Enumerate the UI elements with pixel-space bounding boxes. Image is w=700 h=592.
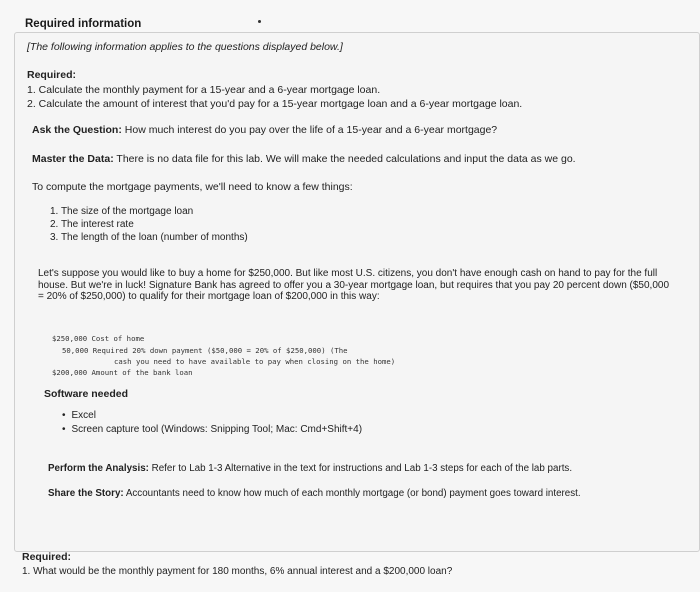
software-list xyxy=(62,409,362,437)
software-title: Software needed xyxy=(44,388,129,400)
perform-text: Refer to Lab 1-3 Alternative in the text for instructions and Lab 1-3 steps for each of the lab parts. xyxy=(148,463,573,474)
required-item: 1. Calculate the monthly payment for a 15-year and a 6-year mortgage loan. xyxy=(27,84,381,96)
section-title: Required information xyxy=(25,18,142,30)
software-item: • Screen capture tool (Windows: Snipping Tool; Mac: Cmd+Shift+4) xyxy=(62,423,362,437)
required-label-2: Required: xyxy=(22,551,72,563)
required-label: Required: xyxy=(27,69,77,81)
required-list xyxy=(27,83,522,111)
calc-line: $200,000 Amount of the bank loan xyxy=(52,368,193,377)
required-item: 2. Calculate the amount of interest that you'd pay for a 15-year mortgage loan and a 6-year mortgage loan. xyxy=(27,98,523,110)
required-question: 1. What would be the monthly payment for 180 months, 6% annual interest and a $200,000 loan? xyxy=(22,566,453,577)
compute-intro: To compute the mortgage payments, we'll need to know a few things: xyxy=(32,181,353,193)
share-story xyxy=(48,488,628,500)
thing-item: 1. The size of the mortgage loan xyxy=(50,206,194,217)
story-label: Share the Story: xyxy=(48,488,124,499)
calc-line: 50,000 Required 20% down payment ($50,000 = 20% of $250,000) (The xyxy=(62,346,348,355)
master-label: Master the Data: xyxy=(32,153,114,165)
calc-line: $250,000 Cost of home xyxy=(52,334,145,343)
perform-label: Perform the Analysis: xyxy=(48,463,149,474)
thing-item: 3. The length of the loan (number of months) xyxy=(50,232,248,243)
calc-line: cash you need to have available to pay when closing on the home) xyxy=(114,357,396,366)
master-data xyxy=(32,153,576,165)
software-item: • Excel xyxy=(62,409,362,423)
ask-label: Ask the Question: xyxy=(32,124,122,136)
info-note: [The following information applies to the questions displayed below.] xyxy=(27,41,343,53)
bullet-dot xyxy=(258,20,261,23)
scenario-paragraph: Let's suppose you would like to buy a home for $250,000. But like most U.S. citizens, you don't have enough cash on hand to pay for the full house. But we're in luck! Signature Bank has agreed to offer you a 30-year mortgage loan, but requires that you pay 20 percent down ($50,000 = 20% of $250,000) to qualify for their mortgage loan of $200,000 in this way: xyxy=(38,268,670,302)
ask-text: How much interest do you pay over the life of a 15-year and a 6-year mortgage? xyxy=(121,124,498,136)
thing-item: 2. The interest rate xyxy=(50,219,134,230)
master-text: There is no data file for this lab. We will make the needed calculations and input the data as we go. xyxy=(113,153,576,165)
ask-question xyxy=(32,124,497,136)
perform-analysis xyxy=(48,463,572,474)
things-list xyxy=(50,205,248,244)
story-text: Accountants need to know how much of each monthly mortgage (or bond) payment goes toward interest. xyxy=(123,488,581,499)
